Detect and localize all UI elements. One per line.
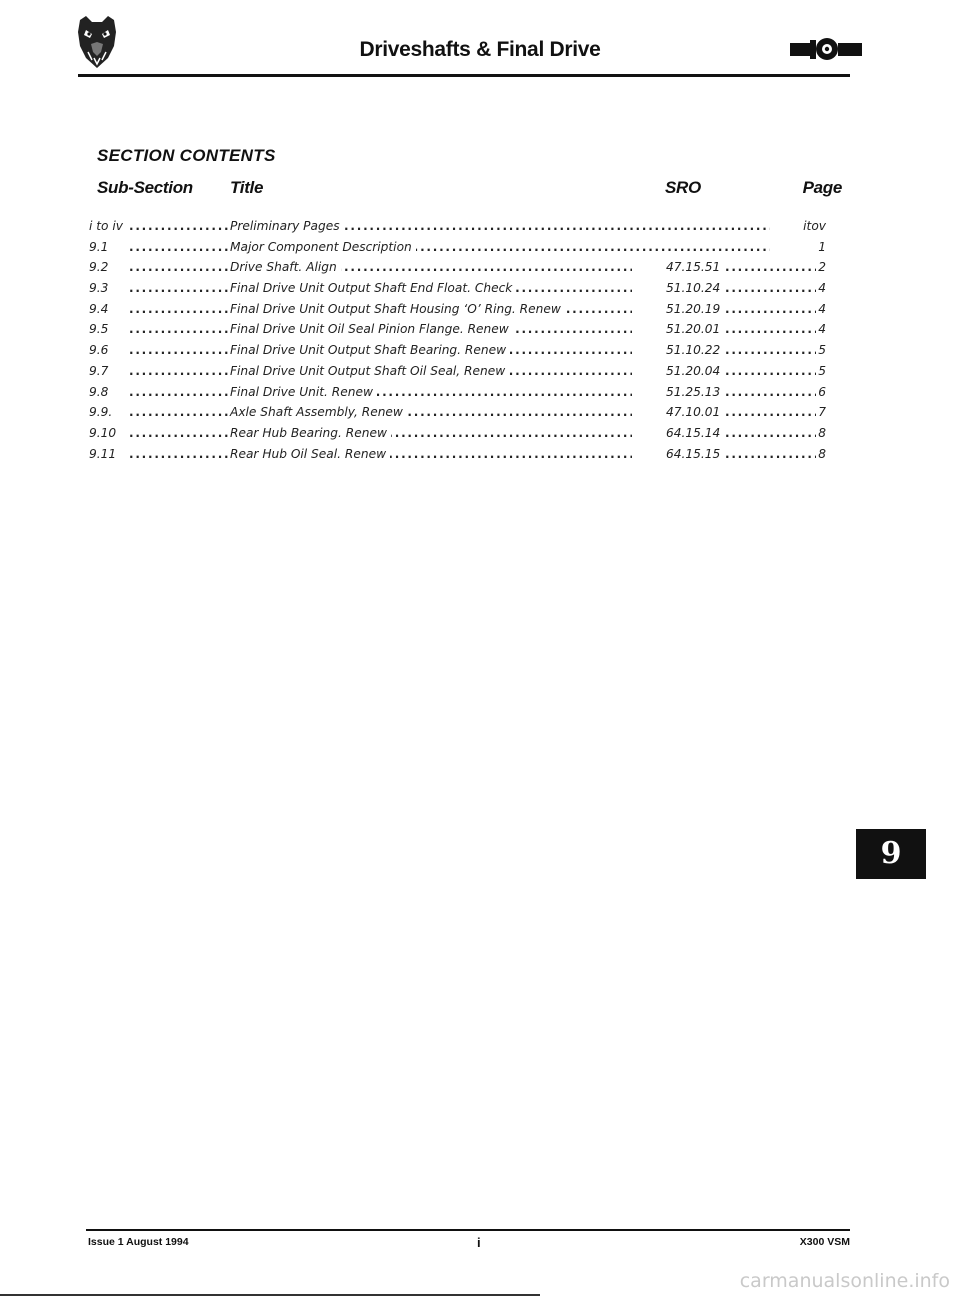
toc-page: 4 xyxy=(816,278,826,298)
section-tab: 9 xyxy=(856,829,926,879)
toc-title: Preliminary Pages xyxy=(230,216,344,236)
section-heading: SECTION CONTENTS xyxy=(97,146,276,165)
toc-page: 8 xyxy=(816,444,826,464)
toc-page: 5 xyxy=(816,361,826,381)
toc-row[interactable] xyxy=(89,361,826,382)
toc-sub-section: 9.11 xyxy=(89,446,117,461)
toc-title: Final Drive Unit Output Shaft Housing ‘O’ Ring. Renew xyxy=(230,299,565,319)
dot-leader xyxy=(725,257,820,277)
dot-leader xyxy=(725,444,820,464)
toc-sro: 47.10.01 xyxy=(666,405,721,420)
toc-sub-section: 9.3 xyxy=(89,281,109,296)
column-header-page: Page xyxy=(802,178,842,197)
toc-sro: 51.10.24 xyxy=(666,281,721,296)
toc-title: Major Component Description xyxy=(230,237,416,257)
scan-edge-rule xyxy=(0,1294,540,1296)
toc-sub-section: 9.10 xyxy=(89,425,117,440)
toc-row[interactable] xyxy=(89,237,826,258)
toc-title: Final Drive Unit Output Shaft End Float. Check xyxy=(230,278,516,298)
toc-row[interactable] xyxy=(89,382,826,403)
toc-title: Final Drive Unit Output Shaft Bearing. Renew xyxy=(230,340,510,360)
toc-page: 6 xyxy=(816,382,826,402)
toc-row[interactable] xyxy=(89,319,826,340)
toc-title: Final Drive Unit. Renew xyxy=(230,382,377,402)
toc-sro: 51.10.22 xyxy=(666,343,721,358)
toc-row[interactable] xyxy=(89,216,826,237)
toc-row[interactable] xyxy=(89,299,826,320)
footer-page-number: i xyxy=(477,1235,481,1250)
dot-leader xyxy=(129,216,228,236)
footer-issue: Issue 1 August 1994 xyxy=(88,1236,189,1248)
toc-sro: 64.15.14 xyxy=(666,425,721,440)
toc-sub-section: 9.5 xyxy=(89,322,109,337)
column-header-sro: SRO xyxy=(665,178,701,197)
toc-row[interactable] xyxy=(89,278,826,299)
toc-row[interactable] xyxy=(89,257,826,278)
toc-page: 1 xyxy=(816,237,826,257)
dot-leader xyxy=(129,402,228,422)
dot-leader xyxy=(725,382,820,402)
toc-sro: 64.15.15 xyxy=(666,446,721,461)
toc-page: 7 xyxy=(816,402,826,422)
page-title: Driveshafts & Final Drive xyxy=(359,38,601,61)
toc-page: 2 xyxy=(816,257,826,277)
dot-leader xyxy=(129,340,228,360)
toc-sub-section: 9.6 xyxy=(89,343,109,358)
toc-sub-section: 9.7 xyxy=(89,363,109,378)
dot-leader xyxy=(725,340,820,360)
toc-sro: 51.25.13 xyxy=(666,384,721,399)
dot-leader xyxy=(725,299,820,319)
dot-leader xyxy=(129,423,228,443)
toc-page: 4 xyxy=(816,319,826,339)
toc-row[interactable] xyxy=(89,444,826,465)
toc-page: 4 xyxy=(816,299,826,319)
driveshaft-icon xyxy=(790,34,862,64)
dot-leader xyxy=(129,382,228,402)
dot-leader xyxy=(129,237,228,257)
toc-title: Rear Hub Oil Seal. Renew xyxy=(230,444,390,464)
dot-leader xyxy=(129,299,228,319)
dot-leader xyxy=(725,319,820,339)
toc-sro: 51.20.19 xyxy=(666,299,720,319)
dot-leader xyxy=(129,319,228,339)
column-header-title: Title xyxy=(230,178,264,197)
toc-sub-section: 9.2 xyxy=(89,260,109,275)
contents-table xyxy=(89,216,826,464)
dot-leader xyxy=(129,444,228,464)
toc-title: Axle Shaft Assembly, Renew xyxy=(230,402,407,422)
toc-title: Drive Shaft. Align xyxy=(230,257,341,277)
footer-rule xyxy=(86,1229,850,1231)
dot-leader xyxy=(129,257,228,277)
toc-sub-section: i to iv xyxy=(89,219,123,233)
dot-leader xyxy=(725,278,820,298)
toc-row[interactable] xyxy=(89,423,826,444)
dot-leader xyxy=(725,402,820,422)
toc-sub-section: 9.4 xyxy=(89,301,109,316)
watermark: carmanualsonline.info xyxy=(739,1270,950,1292)
toc-title: Final Drive Unit Output Shaft Oil Seal, Renew xyxy=(230,361,509,381)
toc-sro: 47.15.51 xyxy=(666,260,721,275)
toc-page: itov xyxy=(801,216,826,236)
dot-leader xyxy=(725,361,820,381)
toc-page: 8 xyxy=(816,423,826,443)
dot-leader xyxy=(129,361,228,381)
toc-sub-section: 9.1 xyxy=(89,239,109,254)
toc-sub-section: 9.9. xyxy=(89,405,113,420)
column-header-sub-section: Sub-Section xyxy=(97,178,193,197)
toc-sro: 51.20.01 xyxy=(666,322,721,337)
toc-row[interactable] xyxy=(89,402,826,423)
toc-page: 5 xyxy=(816,340,826,360)
header-rule xyxy=(78,74,850,77)
footer-manual-code: X300 VSM xyxy=(799,1236,850,1248)
toc-title: Final Drive Unit Oil Seal Pinion Flange. Renew xyxy=(230,319,513,339)
toc-title: Rear Hub Bearing. Renew xyxy=(230,423,391,443)
toc-row[interactable] xyxy=(89,340,826,361)
dot-leader xyxy=(725,423,820,443)
dot-leader xyxy=(129,278,228,298)
toc-sro: 51.20.04 xyxy=(666,363,721,378)
toc-sub-section: 9.8 xyxy=(89,384,109,399)
